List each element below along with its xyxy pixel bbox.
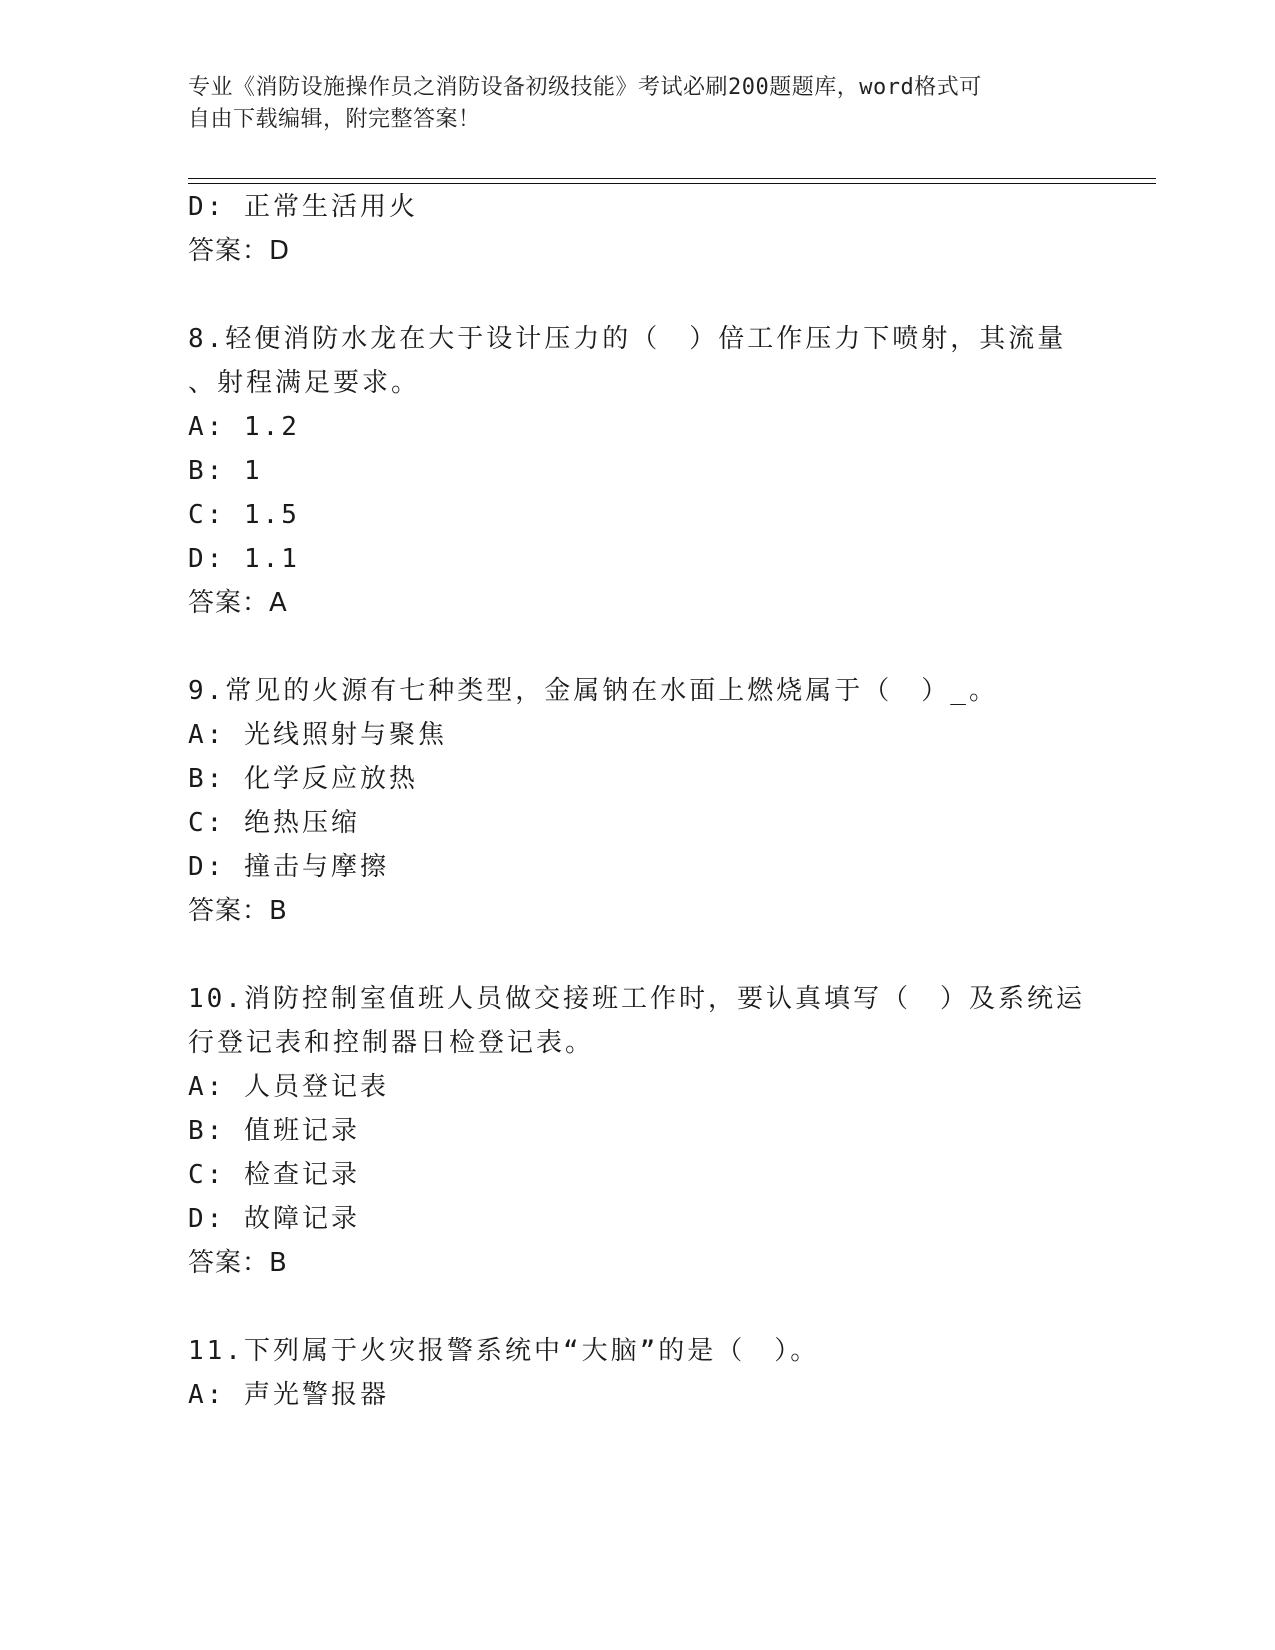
header-line-2: 自由下载编辑，附完整答案！ xyxy=(188,107,481,132)
answer-q10: 答案：B xyxy=(188,1248,288,1278)
question-8-line-1: 8.轻便消防水龙在大于设计压力的（ ）倍工作压力下喷射，其流量 xyxy=(188,324,1067,354)
answer-q8: 答案：A xyxy=(188,588,288,618)
option-b-q10: B: 值班记录 xyxy=(188,1116,360,1146)
question-8-line-2: 、射程满足要求。 xyxy=(188,368,421,398)
option-a-q8: A: 1.2 xyxy=(188,412,300,442)
option-d-q9: D: 撞击与摩擦 xyxy=(188,852,389,882)
option-a-q11: A: 声光警报器 xyxy=(188,1380,389,1410)
option-d-q10: D: 故障记录 xyxy=(188,1204,360,1234)
question-9: 9.常见的火源有七种类型，金属钠在水面上燃烧属于（ ）_。 xyxy=(188,676,998,706)
option-d-q7: D: 正常生活用火 xyxy=(188,192,418,222)
option-c-q8: C: 1.5 xyxy=(188,500,300,530)
document-header xyxy=(188,72,1088,136)
option-a-q9: A: 光线照射与聚焦 xyxy=(188,720,447,750)
option-c-q10: C: 检查记录 xyxy=(188,1160,360,1190)
answer-q9: 答案：B xyxy=(188,896,288,926)
option-b-q8: B: 1 xyxy=(188,456,263,486)
option-d-q8: D: 1.1 xyxy=(188,544,300,574)
option-c-q9: C: 绝热压缩 xyxy=(188,808,360,838)
header-divider-bottom xyxy=(188,183,1156,184)
question-10-line-2: 行登记表和控制器日检登记表。 xyxy=(188,1028,595,1058)
question-10-line-1: 10.消防控制室值班人员做交接班工作时，要认真填写（ ）及系统运 xyxy=(188,984,1085,1014)
header-divider-top xyxy=(188,178,1156,179)
header-line-1: 专业《消防设施操作员之消防设备初级技能》考试必刷200题题库，word格式可 xyxy=(188,75,982,100)
option-b-q9: B: 化学反应放热 xyxy=(188,764,418,794)
option-a-q10: A: 人员登记表 xyxy=(188,1072,389,1102)
question-11: 11.下列属于火灾报警系统中“大脑”的是（ ）。 xyxy=(188,1336,820,1366)
answer-q7: 答案：D xyxy=(188,236,291,266)
